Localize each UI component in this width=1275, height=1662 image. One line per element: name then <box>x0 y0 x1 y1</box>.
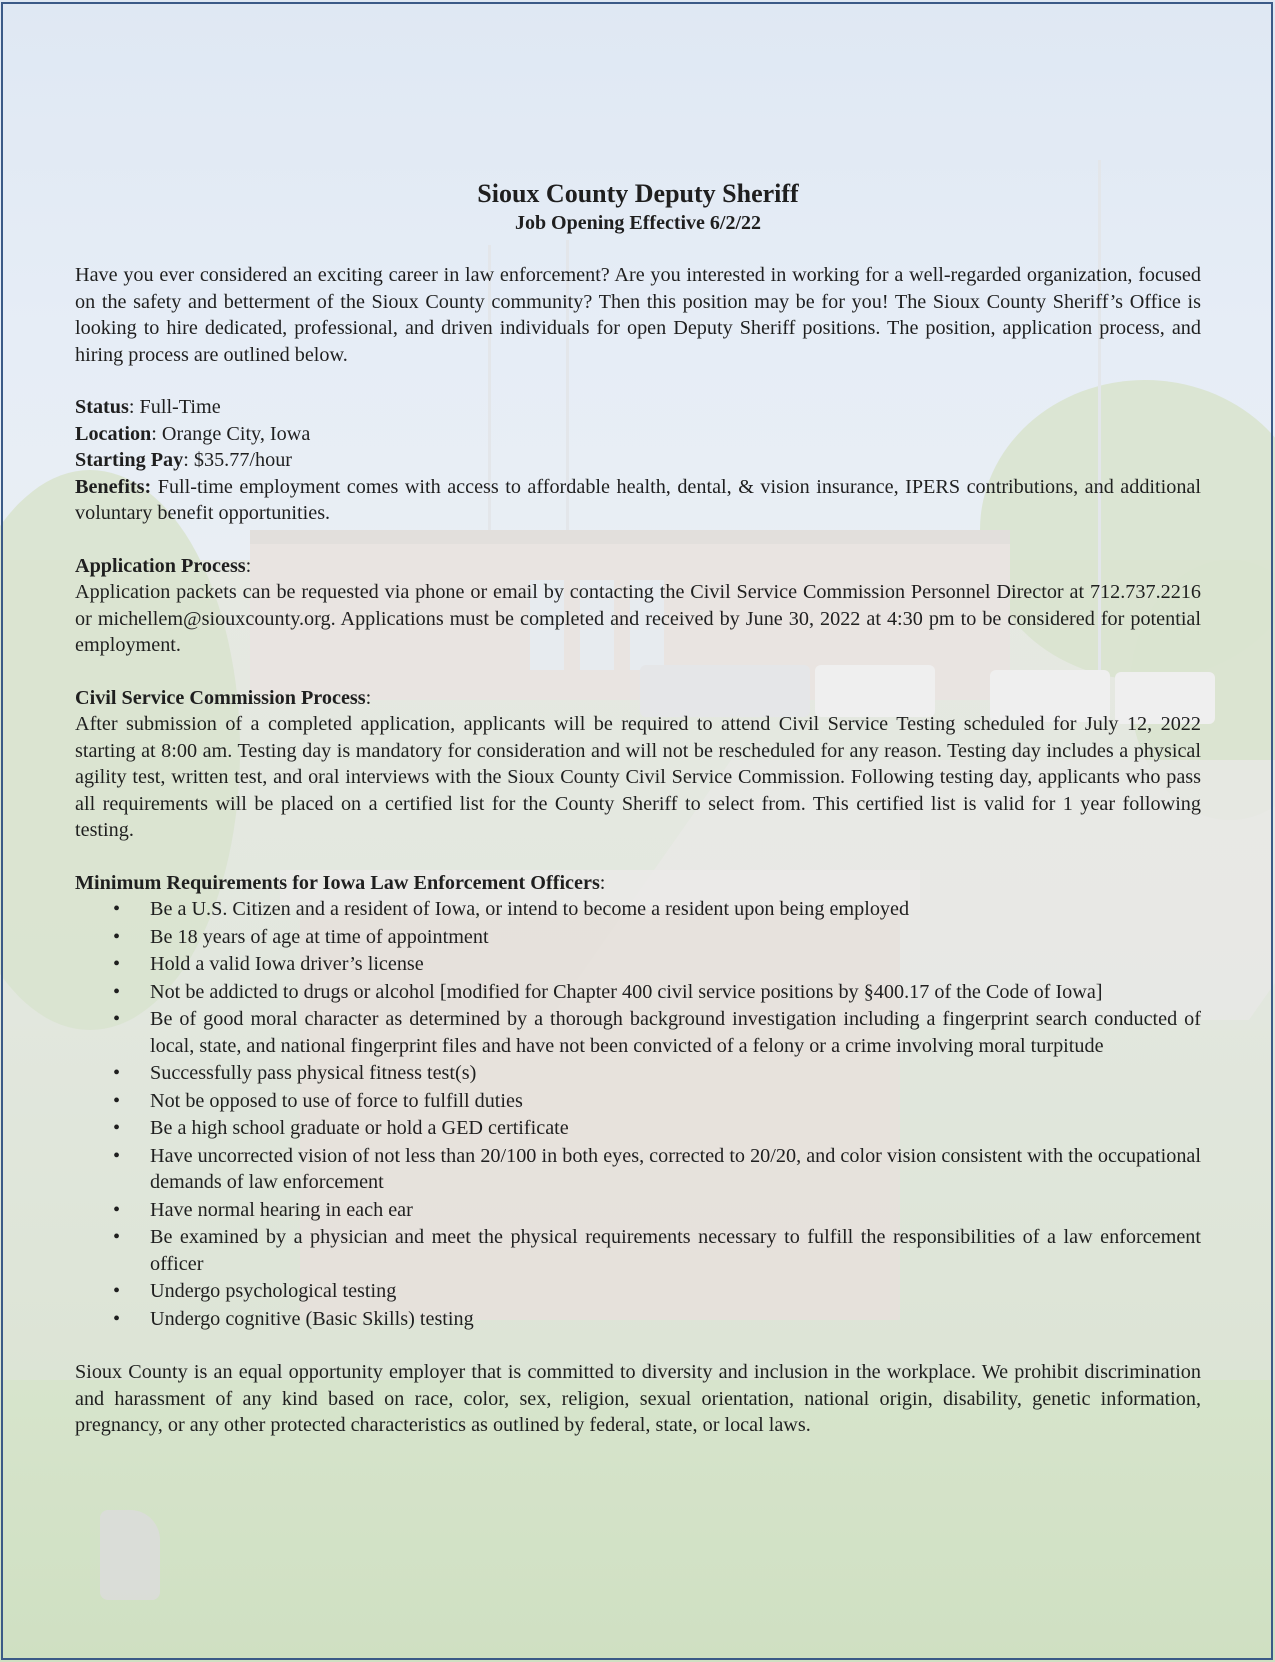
bullet-icon: • <box>113 1280 121 1302</box>
bullet-icon: • <box>113 953 121 975</box>
benefits-label: Benefits: <box>75 475 152 498</box>
page-title: Sioux County Deputy Sheriff <box>477 179 799 208</box>
list-item-text: Not be opposed to use of force to fulfill duties <box>150 1089 523 1112</box>
requirements-list <box>75 896 1201 1332</box>
benefits-line <box>75 474 1201 527</box>
list-item <box>75 1306 1201 1333</box>
location-label: Location <box>75 422 152 445</box>
list-item <box>75 1088 1201 1115</box>
civil-service-paragraph: After submission of a completed application, applicants will be required to attend Civil Service Testing scheduled for July 12, 2022 starting at 8:00 am. Testing day is mandatory for consideration and will not be rescheduled for any reason. Testing day includes a physical agility test, written test, and oral interviews with the Sioux County Civil Service Commission. Following testing day, applicants who pass all requirements will be placed on a certified list for the County Sheriff to select from. This certified list is valid for 1 year following testing. <box>75 713 1201 841</box>
application-heading <box>75 553 1201 580</box>
status-label: Status <box>75 396 129 418</box>
civil-service-heading-sep: : <box>365 686 372 709</box>
spacer <box>75 1333 1201 1359</box>
bullet-icon: • <box>113 898 121 920</box>
list-item-text: Be examined by a physician and meet the physical requirements necessary to fulfill the responsibilities of a law enforcement officer <box>150 1226 1201 1275</box>
civil-service-heading <box>75 685 1201 712</box>
list-item <box>75 896 1201 923</box>
list-item <box>75 924 1201 951</box>
list-item <box>75 1143 1201 1196</box>
list-item <box>75 1060 1201 1087</box>
spacer <box>75 236 1201 262</box>
list-item-text: Hold a valid Iowa driver’s license <box>150 953 424 975</box>
document-content <box>75 178 1201 1439</box>
bullet-icon: • <box>113 1307 121 1330</box>
list-item-text: Undergo cognitive (Basic Skills) testing <box>150 1307 474 1330</box>
application-paragraph: Application packets can be requested via phone or email by contacting the Civil Service Commission Personnel Director at 712.737.2216 or michellem@siouxcounty.org. Applications must be completed and received by June 30, 2022 at 4:30 pm to be considered for potential employment. <box>75 581 1201 656</box>
pay-value: $35.77/hour <box>188 449 293 471</box>
requirements-heading-label: Minimum Requirements for Iowa Law Enforcement Officers <box>75 871 600 894</box>
bullet-icon: • <box>113 1198 121 1221</box>
list-item-text: Have normal hearing in each ear <box>150 1198 413 1221</box>
bullet-icon: • <box>113 980 121 1003</box>
list-item-text: Be a U.S. Citizen and a resident of Iowa, or intend to become a resident upon being employed <box>150 898 910 920</box>
pay-sep: : <box>183 449 189 471</box>
requirements-heading <box>75 870 1201 897</box>
pay-line <box>75 447 1201 474</box>
list-item <box>75 951 1201 978</box>
application-heading-sep: : <box>245 554 252 577</box>
list-item-text: Successfully pass physical fitness test(s) <box>150 1062 477 1084</box>
bullet-icon: • <box>113 1144 121 1167</box>
status-value: Full-Time <box>134 396 221 418</box>
list-item <box>75 1224 1201 1277</box>
pay-label: Starting Pay <box>75 449 184 471</box>
bullet-icon: • <box>113 1117 121 1139</box>
location-sep: : <box>151 422 157 445</box>
status-sep: : <box>128 396 135 418</box>
location-line <box>75 421 1201 448</box>
ground-light <box>100 1510 160 1600</box>
list-item-text: Have uncorrected vision of not less than 20/100 in both eyes, corrected to 20/20, and color vision consistent with the occupational demands of law enforcement <box>150 1144 1201 1193</box>
list-item <box>75 1006 1201 1059</box>
list-item <box>75 979 1201 1006</box>
requirements-heading-sep: : <box>599 871 606 894</box>
list-item <box>75 1115 1201 1142</box>
spacer <box>75 659 1201 685</box>
list-item-text: Not be addicted to drugs or alcohol [modified for Chapter 400 civil service positions by §400.17 of the Code of Iowa] <box>150 980 1103 1003</box>
list-item-text: Undergo psychological testing <box>150 1280 397 1302</box>
bullet-icon: • <box>113 1008 121 1030</box>
equal-opportunity-paragraph: Sioux County is an equal opportunity employer that is committed to diversity and inclusion in the workplace. We prohibit discrimination and harassment of any kind based on race, color, sex, religion, sexual orientation, national origin, disability, genetic information, pregnancy, or any other protected characteristics as outlined by federal, state, or local laws. <box>75 1361 1201 1436</box>
bullet-icon: • <box>113 1062 121 1084</box>
benefits-value: Full-time employment comes with access to affordable health, dental, & vision insurance, IPERS contributions, and additional voluntary benefit opportunities. <box>75 475 1201 524</box>
list-item-text: Be a high school graduate or hold a GED certificate <box>150 1117 569 1139</box>
spacer <box>75 844 1201 870</box>
civil-service-heading-label: Civil Service Commission Process <box>75 686 366 709</box>
bullet-icon: • <box>113 1089 121 1112</box>
location-value: Orange City, Iowa <box>156 422 311 445</box>
page-subtitle: Job Opening Effective 6/2/22 <box>514 212 762 234</box>
intro-paragraph: Have you ever considered an exciting career in law enforcement? Are you interested in working for a well-regarded organization, focused on the safety and betterment of the Sioux County community? Then this position may be for you! The Sioux County Sheriff’s Office is looking to hire dedicated, professional, and driven individuals for open Deputy Sheriff positions. The position, application process, and hiring process are outlined below. <box>75 264 1201 366</box>
list-item <box>75 1278 1201 1305</box>
spacer <box>75 527 1201 553</box>
application-heading-label: Application Process <box>75 554 246 577</box>
list-item <box>75 1197 1201 1224</box>
status-line <box>75 394 1201 421</box>
spacer <box>75 368 1201 394</box>
bullet-icon: • <box>113 925 121 948</box>
bullet-icon: • <box>113 1226 121 1248</box>
list-item-text: Be 18 years of age at time of appointment <box>150 925 489 948</box>
list-item-text: Be of good moral character as determined by a thorough background investigation including a fingerprint search conducted of local, state, and national fingerprint files and have not been convicted of a felony or a crime involving moral turpitude <box>150 1008 1201 1057</box>
